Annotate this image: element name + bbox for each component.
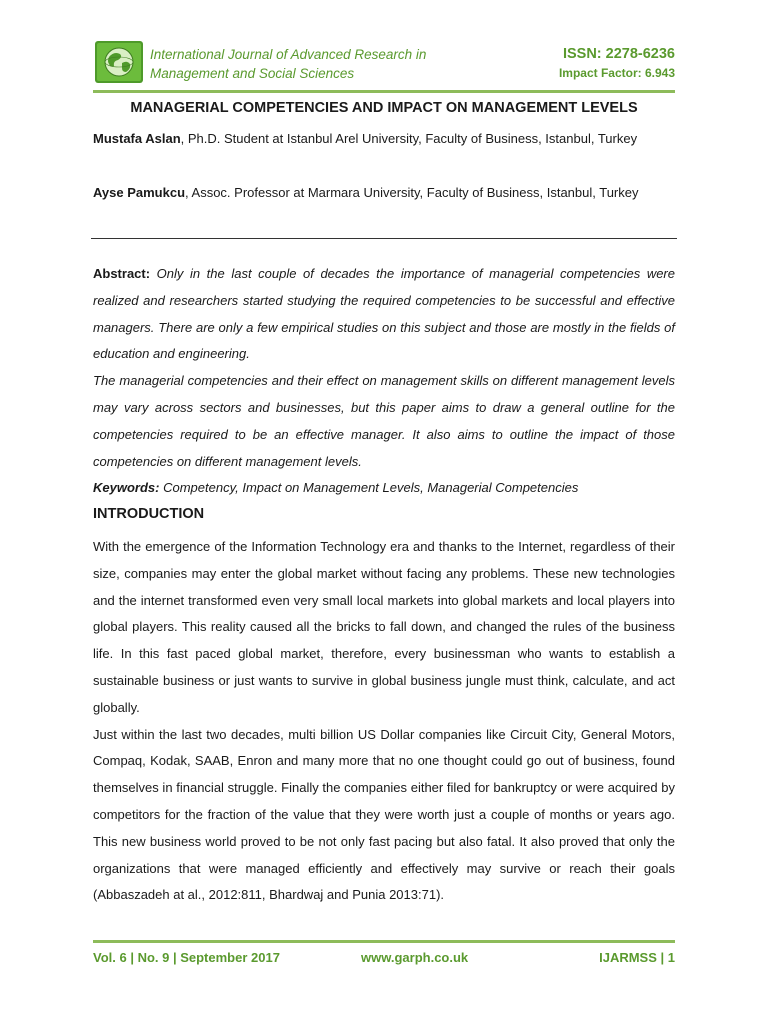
intro-paragraph-1: With the emergence of the Information Technology era and thanks to the Internet, regardless of their size, companies may enter the global market without facing any problems. These new technologies and the internet transformed even very small local markets into global markets and local players into global players. This reality caused all the bricks to fall down, and changed the rules of the business life. In this fast paced global market, therefore, every businessman who wants to establish a sustainable business or just wants to survive in global business jungle must think, calculate, and act globally. <box>93 539 675 715</box>
author-2-name: Ayse Pamukcu <box>93 185 186 200</box>
author-1-affiliation: , Ph.D. Student at Istanbul Arel University, Faculty of Business, Istanbul, Turkey <box>180 131 638 146</box>
issn-block <box>559 45 675 82</box>
introduction <box>93 534 675 909</box>
footer-page-number: IJARMSS | 1 <box>599 950 675 965</box>
journal-header <box>93 38 675 88</box>
author-separator <box>91 238 677 239</box>
paper-title: MANAGERIAL COMPETENCIES AND IMPACT ON MANAGEMENT LEVELS <box>130 100 638 116</box>
journal-name-line1: International Journal of Advanced Research in <box>150 47 427 62</box>
abstract-paragraph-2: The managerial competencies and their effect on management skills on different management levels may vary across sectors and businesses, but this paper aims to draw a general outline for the competencies required to be an effective manager. It also aims to outline the impact of those competencies on different management levels. <box>93 373 675 469</box>
footer-rule <box>93 940 675 943</box>
abstract-paragraph-1: Only in the last couple of decades the importance of managerial competencies were realized and researchers started studying the required competencies to be successful and effective managers. There are only a few empirical studies on this subject and those are mostly in the fields of education and engineering. <box>93 266 675 362</box>
introduction-heading: INTRODUCTION <box>93 506 205 522</box>
author-1 <box>93 126 675 153</box>
issn: ISSN: 2278-6236 <box>562 46 675 62</box>
author-1-name: Mustafa Aslan <box>93 131 181 146</box>
globe-logo-icon <box>95 41 143 83</box>
journal-name <box>150 45 426 83</box>
journal-name-line2: Management and Social Sciences <box>150 66 355 81</box>
author-2-affiliation: , Assoc. Professor at Marmara University, Faculty of Business, Istanbul, Turkey <box>185 185 639 200</box>
footer-website[interactable]: www.garph.co.uk <box>361 950 469 965</box>
intro-paragraph-2: Just within the last two decades, multi billion US Dollar companies like Circuit City, General Motors, Compaq, Kodak, SAAB, Enron and many more that no one thought could go out of business, found themselves in financial struggle. Finally the companies either filed for bankruptcy or were acquired by competitors for the fraction of the value that they were worth just a couple of months or years ago. This new business world proved to be not only fast pacing but also fatal. It also proved that only the organizations that were managed efficiently and effectively may survive or reach their goals (Abbaszadeh at al., 2012:811, Bhardwaj and Punia 2013:71). <box>93 726 675 903</box>
abstract <box>93 261 675 502</box>
keywords: Competency, Impact on Management Levels, Managerial Competencies <box>163 480 579 496</box>
impact-factor: Impact Factor: 6.943 <box>558 66 675 80</box>
header-rule <box>93 90 675 93</box>
footer-volume: Vol. 6 | No. 9 | September 2017 <box>93 950 280 965</box>
abstract-label: Abstract: <box>93 266 151 281</box>
author-2 <box>93 180 675 207</box>
keywords-label: Keywords: <box>93 480 160 496</box>
